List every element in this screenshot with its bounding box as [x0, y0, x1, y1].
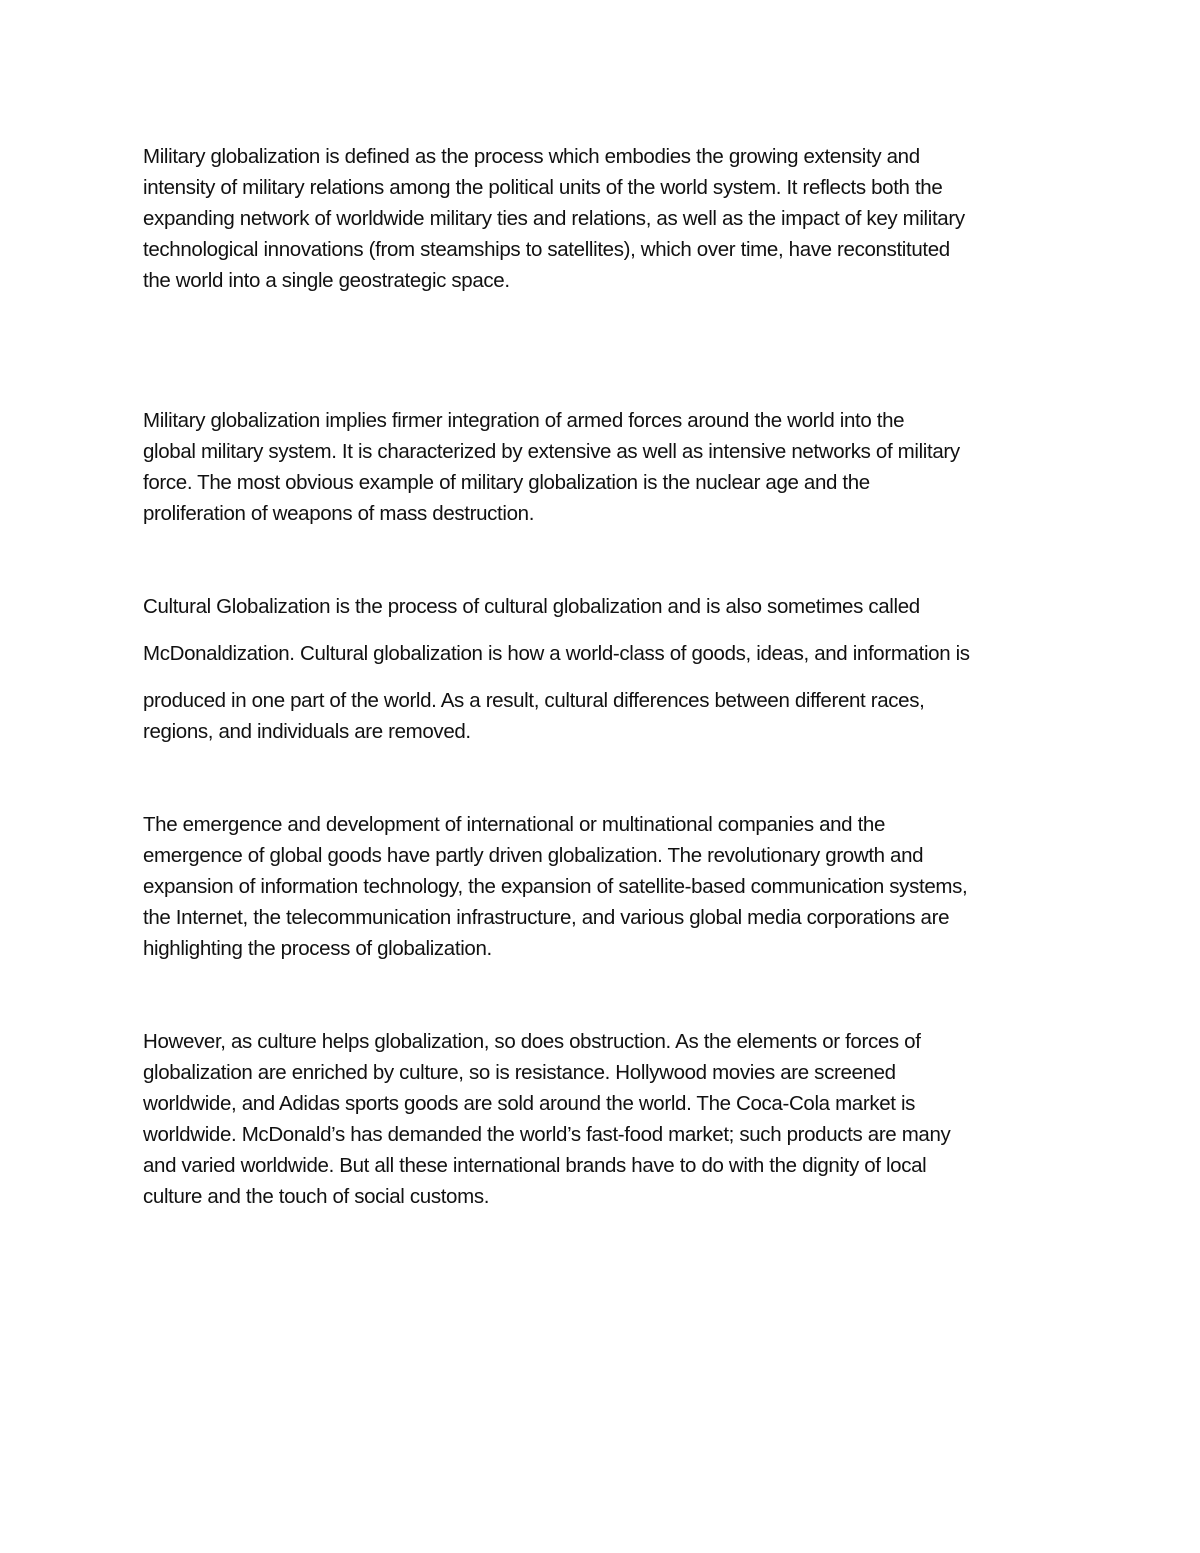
paragraph-military-globalization-integration — [143, 405, 1073, 529]
text-line: Cultural Globalization is the process of cultural globalization and is also sometimes called — [143, 595, 920, 618]
text-line: The emergence and development of international or multinational companies and the — [143, 813, 886, 836]
text-line: global military system. It is characterized by extensive as well as intensive networks of military — [143, 440, 960, 463]
text-line: Military globalization is defined as the process which embodies the growing extensity and — [143, 145, 920, 168]
text-line: proliferation of weapons of mass destruction. — [143, 502, 535, 525]
text-line: expanding network of worldwide military ties and relations, as well as the impact of key military — [143, 207, 965, 230]
paragraph-culture-obstruction — [143, 1026, 1073, 1212]
text-line: worldwide, and Adidas sports goods are sold around the world. The Coca-Cola market is — [143, 1092, 916, 1115]
text-line: regions, and individuals are removed. — [143, 720, 471, 743]
text-line: emergence of global goods have partly driven globalization. The revolutionary growth and — [143, 844, 924, 867]
paragraph-cultural-globalization — [143, 591, 1073, 747]
text-line: highlighting the process of globalization. — [143, 937, 492, 960]
text-line: worldwide. McDonald’s has demanded the world’s fast-food market; such products are many — [143, 1123, 951, 1146]
text-line: expansion of information technology, the expansion of satellite-based communication systems, — [143, 875, 968, 898]
text-line: McDonaldization. Cultural globalization is how a world-class of goods, ideas, and information is — [143, 642, 970, 665]
text-line: and varied worldwide. But all these international brands have to do with the dignity of local — [143, 1154, 927, 1177]
text-line: the Internet, the telecommunication infrastructure, and various global media corporations are — [143, 906, 950, 929]
paragraph-multinational-companies — [143, 809, 1073, 964]
text-line: technological innovations (from steamships to satellites), which over time, have reconstituted — [143, 238, 950, 261]
text-line: globalization are enriched by culture, so is resistance. Hollywood movies are screened — [143, 1061, 896, 1084]
text-line: However, as culture helps globalization, so does obstruction. As the elements or forces of — [143, 1030, 921, 1053]
text-line: the world into a single geostrategic space. — [143, 269, 510, 292]
paragraph-military-globalization-definition — [143, 141, 1073, 296]
text-line: Military globalization implies firmer integration of armed forces around the world into the — [143, 409, 905, 432]
text-line: produced in one part of the world. As a result, cultural differences between different races, — [143, 689, 925, 712]
text-line: intensity of military relations among the political units of the world system. It reflects both the — [143, 176, 943, 199]
text-line: culture and the touch of social customs. — [143, 1185, 490, 1208]
text-line: force. The most obvious example of military globalization is the nuclear age and the — [143, 471, 870, 494]
